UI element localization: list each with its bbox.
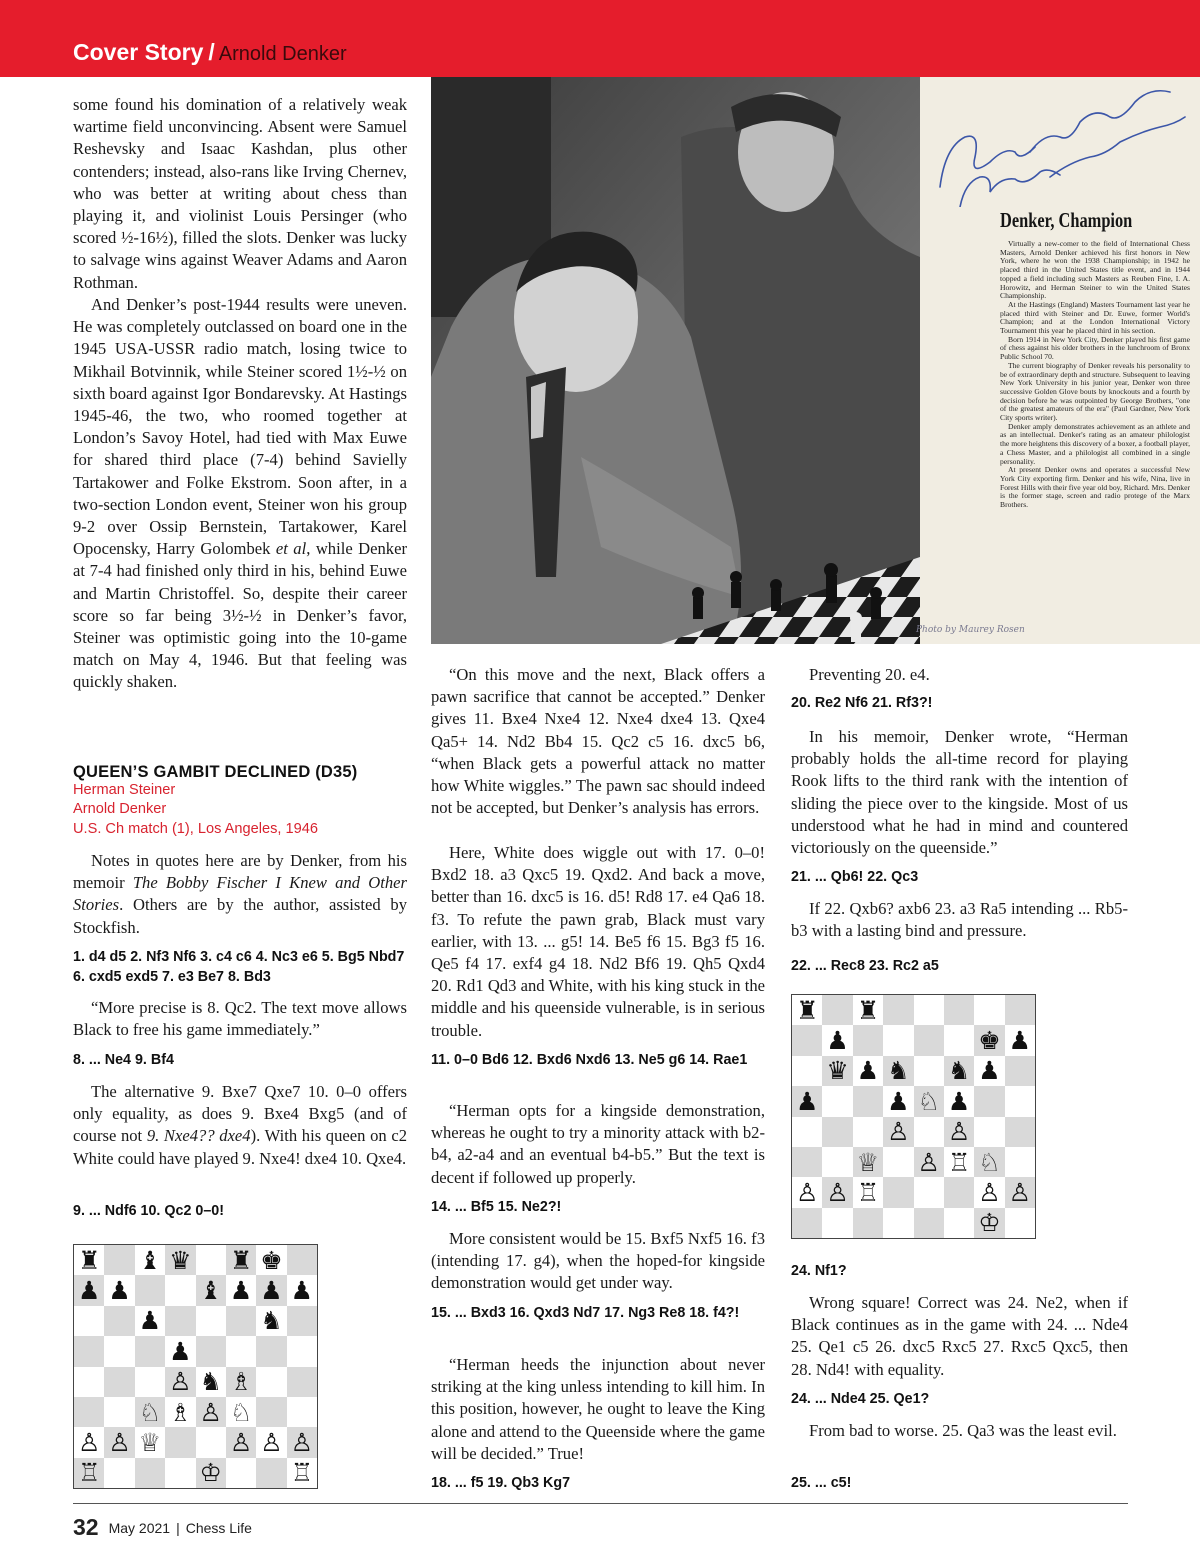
col3-paragraph-2: In his memoir, Denker wrote, “Herman probably holds the all-time record for playing Rook lifts to the third rank with the intention of sliding the piece over to the kingside. Most of us understood what he had in mind and countered victoriously on the queenside.”: [791, 727, 1128, 858]
clipping-paragraph: At the Hastings (England) Masters Tournament last year he placed third with Steiner and Dr. Euwe, former World's Champion; and at the London International Victory Tournament this year he placed third in his section.: [1000, 299, 1190, 336]
board-square: [792, 1117, 822, 1147]
board-square: [135, 1367, 165, 1397]
chessboard-diagram-move-23: [791, 994, 1036, 1239]
board-square: [792, 1025, 822, 1055]
chess-piece-square: ♖: [944, 1147, 974, 1177]
clipping-paragraph: The current biography of Denker reveals his personality to be of extraordinary depth and structure. Subsequent to leaving New York University in his junior year, Denker won three successive Golden Glove bouts by knockouts and a fourth by decision before he was outpointed by George Brothers, "one of the greatest amateurs of the era" (Paul Gardner, New York City sports writer).: [1000, 360, 1190, 423]
board-square: [853, 1086, 883, 1116]
chess-piece-square: ♖: [287, 1458, 317, 1488]
chess-piece-square: ♟: [135, 1306, 165, 1336]
moves-24-25: 24. ... Nde4 25. Qe1?: [791, 1391, 930, 1407]
board-square: [135, 1458, 165, 1488]
board-square: [822, 1117, 852, 1147]
board-square: [104, 1397, 134, 1427]
clipping-body: [1000, 240, 1190, 624]
moves-21-22: 21. ... Qb6! 22. Qc3: [791, 869, 919, 885]
move-24: 24. Nf1?: [791, 1263, 847, 1279]
footer-rule: [73, 1503, 1128, 1504]
board-square: [883, 995, 913, 1025]
notes-paragraph: Notes in quotes here are by Denker, from his memoir The Bobby Fischer I Knew and Other Stories. Others are by the author, assisted by Stockfish.: [73, 851, 407, 937]
board-square: [822, 1147, 852, 1177]
chess-piece-square: ♟: [822, 1025, 852, 1055]
col3-paragraph-1: Preventing 20. e4.: [809, 665, 930, 684]
chess-piece-square: ♚: [974, 1025, 1004, 1055]
board-square: [883, 1208, 913, 1238]
board-square: [974, 995, 1004, 1025]
board-square: [914, 995, 944, 1025]
board-square: [822, 1086, 852, 1116]
board-square: [287, 1336, 317, 1366]
board-square: [974, 1086, 1004, 1116]
header-title: [73, 37, 347, 69]
chess-piece-square: ♜: [74, 1245, 104, 1275]
clipping-paragraph: At present Denker owns and operates a successful New York City exporting firm. Denker and his wife, Nina, live in Forest Hills with their five year old boy, Richard. Mrs. Denker is the former stage, screen and radio protege of the Marx Brothers.: [1000, 465, 1190, 510]
board-square: [914, 1117, 944, 1147]
board-square: [1005, 1147, 1035, 1177]
col3-paragraph-4: Wrong square! Correct was 24. Ne2, when if Black continues as in the game with 24. ... Nde4 25. Qe1 c5 26. dxc5 Rxc5 27. Rxc5 Qxc5, then 28. Nd4! with equality.: [791, 1293, 1128, 1379]
moves-1-8: 1. d4 d5 2. Nf3 Nf6 3. c4 c6 4. Nc3 e6 5. Bg5 Nbd7 6. cxd5 exd5 7. e3 Be7 8. Bd3: [73, 949, 405, 985]
section-label: Cover Story: [73, 39, 204, 65]
header-slash: /: [208, 39, 215, 65]
board-square: [974, 1117, 1004, 1147]
board-square: [944, 1208, 974, 1238]
moves-14-15: 14. ... Bf5 15. Ne2?!: [431, 1199, 562, 1215]
board-square: [287, 1306, 317, 1336]
chess-piece-square: ♙: [974, 1177, 1004, 1207]
chess-piece-square: ♙: [74, 1427, 104, 1457]
board-square: [883, 1025, 913, 1055]
board-square: [135, 1275, 165, 1305]
board-square: [1005, 1208, 1035, 1238]
board-square: [104, 1306, 134, 1336]
board-square: [914, 1177, 944, 1207]
chess-piece-square: ♔: [196, 1458, 226, 1488]
board-square: [135, 1336, 165, 1366]
board-square: [822, 1208, 852, 1238]
board-square: [1005, 995, 1035, 1025]
page-number: 32: [73, 1514, 99, 1540]
chess-piece-square: ♟: [944, 1086, 974, 1116]
moves-15-18: 15. ... Bxd3 16. Qxd3 Nd7 17. Ng3 Re8 18. f4?!: [431, 1305, 740, 1321]
board-square: [287, 1367, 317, 1397]
chess-piece-square: ♟: [853, 1056, 883, 1086]
chess-piece-square: ♛: [165, 1245, 195, 1275]
chess-piece-square: ♞: [196, 1367, 226, 1397]
game-event: U.S. Ch match (1), Los Angeles, 1946: [73, 821, 318, 837]
chess-piece-square: ♙: [1005, 1177, 1035, 1207]
board-square: [74, 1306, 104, 1336]
board-square: [1005, 1086, 1035, 1116]
board-square: [256, 1367, 286, 1397]
move-25-black: 25. ... c5!: [791, 1475, 852, 1491]
header-band: [0, 0, 1200, 77]
chess-piece-square: ♙: [256, 1427, 286, 1457]
chess-piece-square: ♟: [256, 1275, 286, 1305]
board-square: [226, 1336, 256, 1366]
board-square: [196, 1336, 226, 1366]
page-footer: [73, 1514, 252, 1541]
chess-piece-square: ♘: [974, 1147, 1004, 1177]
board-square: [822, 995, 852, 1025]
chess-piece-square: ♘: [135, 1397, 165, 1427]
clipping-paragraph: Virtually a new-comer to the field of International Chess Masters, Arnold Denker achieved his first honors in New York, where he won the 1938 Championship; in 1942 he placed third in the United States title event, and in 1944 topped a field including such Masters as Reuben Fine, I. A. Horowitz, and Herman Steiner to win the United States Championship.: [1000, 240, 1190, 301]
chess-piece-square: ♕: [135, 1427, 165, 1457]
chess-piece-square: ♕: [853, 1147, 883, 1177]
chess-piece-square: ♟: [226, 1275, 256, 1305]
board-square: [914, 1025, 944, 1055]
chess-piece-square: ♛: [822, 1056, 852, 1086]
chess-piece-square: ♞: [944, 1056, 974, 1086]
chess-piece-square: ♟: [974, 1056, 1004, 1086]
chess-piece-square: ♜: [853, 995, 883, 1025]
board-square: [792, 1056, 822, 1086]
board-square: [853, 1117, 883, 1147]
subject-label: Arnold Denker: [218, 43, 347, 65]
white-player: Herman Steiner: [73, 782, 176, 798]
board-square: [196, 1306, 226, 1336]
hero-photo: [431, 77, 1200, 644]
chess-piece-square: ♞: [883, 1056, 913, 1086]
board-square: [165, 1275, 195, 1305]
board-square: [74, 1367, 104, 1397]
board-square: [104, 1336, 134, 1366]
board-square: [165, 1458, 195, 1488]
chess-piece-square: ♟: [165, 1336, 195, 1366]
board-square: [883, 1147, 913, 1177]
board-square: [792, 1208, 822, 1238]
chess-piece-square: ♙: [196, 1397, 226, 1427]
photo-credit: Photo by Maurey Rosen: [916, 625, 1025, 635]
clipping-title: Denker, Champion: [1000, 208, 1133, 232]
chess-piece-square: ♗: [165, 1397, 195, 1427]
board-square: [104, 1245, 134, 1275]
chess-piece-square: ♙: [822, 1177, 852, 1207]
chess-piece-square: ♙: [883, 1117, 913, 1147]
board-square: [853, 1208, 883, 1238]
board-square: [1005, 1056, 1035, 1086]
game-title: QUEEN’S GAMBIT DECLINED (D35): [73, 763, 358, 781]
chess-piece-square: ♙: [226, 1427, 256, 1457]
chess-piece-square: ♙: [944, 1117, 974, 1147]
board-square: [256, 1458, 286, 1488]
newspaper-clipping: [920, 77, 1200, 644]
board-square: [792, 1147, 822, 1177]
magazine-name: Chess Life: [185, 1520, 252, 1536]
board-square: [944, 995, 974, 1025]
board-square: [287, 1397, 317, 1427]
board-square: [853, 1025, 883, 1055]
board-square: [1005, 1117, 1035, 1147]
chess-piece-square: ♞: [256, 1306, 286, 1336]
board-square: [944, 1177, 974, 1207]
board-square: [914, 1208, 944, 1238]
chessboard-diagram-move-10: [73, 1244, 318, 1489]
moves-20-21: 20. Re2 Nf6 21. Rf3?!: [791, 695, 933, 711]
chess-piece-square: ♜: [792, 995, 822, 1025]
col2-paragraph-5: “Herman heeds the injunction about never striking at the king unless intending to kill him. In this position, however, he ought to leave the King alone and attend to the Queenside where the game will be decided.” True!: [431, 1355, 765, 1463]
board-square: [256, 1397, 286, 1427]
board-square: [165, 1306, 195, 1336]
issue-date: May 2021: [108, 1520, 171, 1536]
col1-paragraph-3: “More precise is 8. Qc2. The text move allows Black to free his game immediately.”: [73, 998, 407, 1040]
chess-piece-square: ♖: [853, 1177, 883, 1207]
col1-paragraph-4: The alternative 9. Bxe7 Qxe7 10. 0–0 offers only equality, as does 9. Bxe4 Bxg5 (and of course not 9. Nxe4?? dxe4). With his queen on c2 White could have played 9. Nxe4! dxe4 10. Qxe4.: [73, 1082, 407, 1168]
board-square: [944, 1025, 974, 1055]
chess-piece-square: ♙: [165, 1367, 195, 1397]
col3-paragraph-3: If 22. Qxb6? axb6 23. a3 Ra5 intending ... Rb5-b3 with a lasting bind and pressure.: [791, 899, 1128, 941]
footer-separator: |: [176, 1520, 180, 1536]
autograph-signatures: [920, 77, 1200, 207]
board-square: [74, 1336, 104, 1366]
chess-piece-square: ♘: [914, 1086, 944, 1116]
board-square: [104, 1458, 134, 1488]
board-square: [196, 1245, 226, 1275]
moves-8-9: 8. ... Ne4 9. Bf4: [73, 1052, 174, 1068]
board-square: [104, 1367, 134, 1397]
moves-18-19: 18. ... f5 19. Qb3 Kg7: [431, 1475, 571, 1491]
board-square: [883, 1177, 913, 1207]
photo-scene: [431, 77, 920, 644]
moves-22-23: 22. ... Rec8 23. Rc2 a5: [791, 958, 939, 974]
chess-piece-square: ♟: [104, 1275, 134, 1305]
board-square: [287, 1245, 317, 1275]
chess-piece-square: ♙: [287, 1427, 317, 1457]
chess-piece-square: ♝: [135, 1245, 165, 1275]
chess-piece-square: ♘: [226, 1397, 256, 1427]
moves-9-10: 9. ... Ndf6 10. Qc2 0–0!: [73, 1203, 224, 1219]
chess-piece-square: ♟: [74, 1275, 104, 1305]
board-square: [196, 1427, 226, 1457]
col2-paragraph-3: “Herman opts for a kingside demonstration, whereas he ought to try a minority attack with b2-b4, a2-a4 and an eventual b4-b5.” But the text is decent if followed up properly.: [431, 1101, 765, 1187]
chess-piece-square: ♚: [256, 1245, 286, 1275]
board-square: [165, 1427, 195, 1457]
col2-paragraph-1: “On this move and the next, Black offers a pawn sacrifice that cannot be accepted.” Denker gives 11. Bxe4 Nxe4 12. Nxe4 dxe4 13. Qxe4 Qa5+ 14. Nd2 Bb4 15. Qc2 c5 16. dxc5 b6, “when Black gets a powerful attack no matter how White wiggles.” The pawn sac should indeed not be accepted, but Denker’s analysis has errors.: [431, 665, 765, 818]
chess-piece-square: ♔: [974, 1208, 1004, 1238]
col2-paragraph-4: More consistent would be 15. Bxf5 Nxf5 16. f3 (intending 17. g4), when the hoped-for kingside demonstration would get under way.: [431, 1229, 765, 1293]
chess-piece-square: ♗: [226, 1367, 256, 1397]
board-square: [226, 1306, 256, 1336]
chess-piece-square: ♙: [792, 1177, 822, 1207]
board-square: [226, 1458, 256, 1488]
chess-piece-square: ♟: [883, 1086, 913, 1116]
col3-paragraph-5: From bad to worse. 25. Qa3 was the least evil.: [809, 1421, 1117, 1440]
col2-paragraph-2: Here, White does wiggle out with 17. 0–0! Bxd2 18. a3 Qxc5 19. Qxd2. And back a move, better than 16. dxc5 is 16. d5! Rd8 17. e4 Qa6 18. f3. To refute the pawn grab, Black must vary earlier, with 13. ... g5! 14. Be5 f6 15. Bg3 f5 16. Qe5 f4 17. exf4 g4 18. Nd2 Bf6 19. Qh5 Qxd4 20. Rd1 Qd3 and White, with his king stuck in the middle and his queenside vulnerable, is in serious trouble.: [431, 843, 765, 1040]
board-square: [914, 1056, 944, 1086]
chess-piece-square: ♖: [74, 1458, 104, 1488]
black-player: Arnold Denker: [73, 801, 167, 817]
clipping-paragraph: Denker amply demonstrates achievement as an athlete and as an intellectual. Denker's rating as an amateur philologist the more heightens this discovery of a boxer, a football player, a Chess Master, and a philologist all combined in a single personality.: [1000, 421, 1190, 466]
chess-piece-square: ♟: [792, 1086, 822, 1116]
col1-paragraph-2: And Denker’s post-1944 results were uneven. He was completely outclassed on board one in the 1945 USA-USSR radio match, losing twice to Mikhail Botvinnik, while Steiner scored 1½-½ on sixth board against Igor Bondarevsky. At Hastings 1945-46, the two, who roomed together at London’s Savoy Hotel, had tied with Max Euwe for shared third place (7-4) behind Savielly Tartakower and Folke Ekstrom. Soon after, in a two-section London event, Steiner won his group 9-2 over Ossip Bernstein, Tartakower, Karel Opocensky, Harry Golombek et al, while Denker at 7-4 had finished only third in his, behind Euwe and Martin Christoffel. So, despite their career score so far being 3½-½ in Denker’s favor, Steiner was optimistic going into the 10-game match on May 4, 1946. But that feeling was quickly shaken.: [73, 295, 407, 692]
chess-piece-square: ♜: [226, 1245, 256, 1275]
col1-paragraph-1: some found his domination of a relatively weak wartime field unconvincing. Absent were Samuel Reshevsky and Isaac Kashdan, plus other contenders; instead, also-rans like Irving Chernev, who was better at writing about chess than playing it, and violinist Louis Persinger (who scored ½-16½), filled the slots. Denker was lucky to salvage wins against Weaver Adams and Aaron Rothman.: [73, 95, 407, 292]
chess-piece-square: ♝: [196, 1275, 226, 1305]
clipping-paragraph: Born 1914 in New York City, Denker played his first game of chess against his older brothers in the lunchroom of Bronx Public School 70.: [1000, 334, 1190, 362]
chess-piece-square: ♟: [1005, 1025, 1035, 1055]
board-square: [74, 1397, 104, 1427]
board-square: [256, 1336, 286, 1366]
chess-piece-square: ♟: [287, 1275, 317, 1305]
chess-piece-square: ♙: [104, 1427, 134, 1457]
chess-piece-square: ♙: [914, 1147, 944, 1177]
moves-11-14: 11. 0–0 Bd6 12. Bxd6 Nxd6 13. Ne5 g6 14. Rae1: [431, 1052, 748, 1068]
